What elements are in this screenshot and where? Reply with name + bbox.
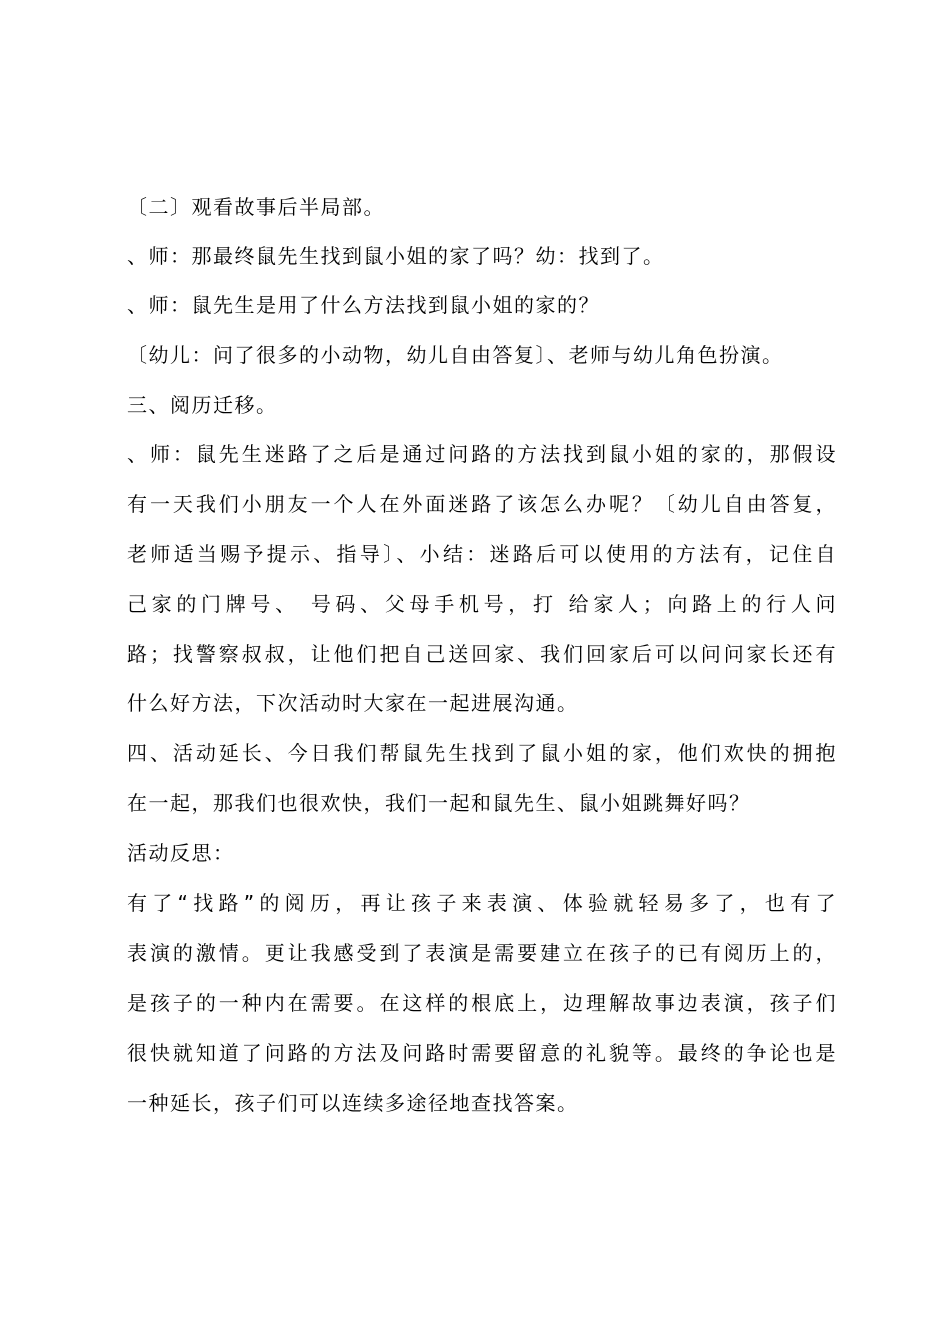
- text-line-1: 〔二〕观看故事后半局部。: [127, 195, 385, 219]
- text-line-15: 有了“找路”的阅历，再让孩子来表演、体验就轻易多了，也有了: [127, 891, 837, 915]
- text-line-10: 路；找警察叔叔，让他们把自己送回家、我们回家后可以问问家长还有: [127, 642, 837, 666]
- text-line-18: 很快就知道了问路的方法及问路时需要留意的礼貌等。最终的争论也是: [127, 1041, 837, 1065]
- text-line-7: 有一天我们小朋友一个人在外面迷路了该怎么办呢？〔幼儿自由答复，: [127, 492, 837, 516]
- text-line-14: 活动反思：: [127, 841, 235, 865]
- text-line-11: 什么好方法，下次活动时大家在一起进展沟通。: [127, 691, 579, 715]
- text-line-12: 四、活动延长、今日我们帮鼠先生找到了鼠小姐的家，他们欢快的拥抱: [127, 741, 837, 765]
- text-line-19: 一种延长，孩子们可以连续多途径地查找答案。: [127, 1091, 579, 1115]
- text-line-3: 、师：鼠先生是用了什么方法找到鼠小姐的家的？: [127, 293, 600, 317]
- text-line-9: 己家的门牌号、 号码、父母手机号，打 给家人；向路上的行人问: [127, 592, 837, 616]
- text-line-17: 是孩子的一种内在需要。在这样的根底上，边理解故事边表演，孩子们: [127, 991, 837, 1015]
- text-line-6: 、师：鼠先生迷路了之后是通过问路的方法找到鼠小姐的家的，那假设: [127, 442, 837, 466]
- text-line-8: 老师适当赐予提示、指导〕、小结：迷路后可以使用的方法有，记住自: [127, 542, 837, 566]
- text-line-13: 在一起，那我们也很欢快，我们一起和鼠先生、鼠小姐跳舞好吗？: [127, 791, 751, 815]
- text-line-2: 、师：那最终鼠先生找到鼠小姐的家了吗？幼：找到了。: [127, 244, 665, 268]
- text-line-5: 三、阅历迁移。: [127, 393, 278, 417]
- text-line-4: 〔幼儿：问了很多的小动物，幼儿自由答复〕、老师与幼儿角色扮演。: [127, 343, 784, 367]
- text-line-16: 表演的激情。更让我感受到了表演是需要建立在孩子的已有阅历上的，: [127, 941, 837, 965]
